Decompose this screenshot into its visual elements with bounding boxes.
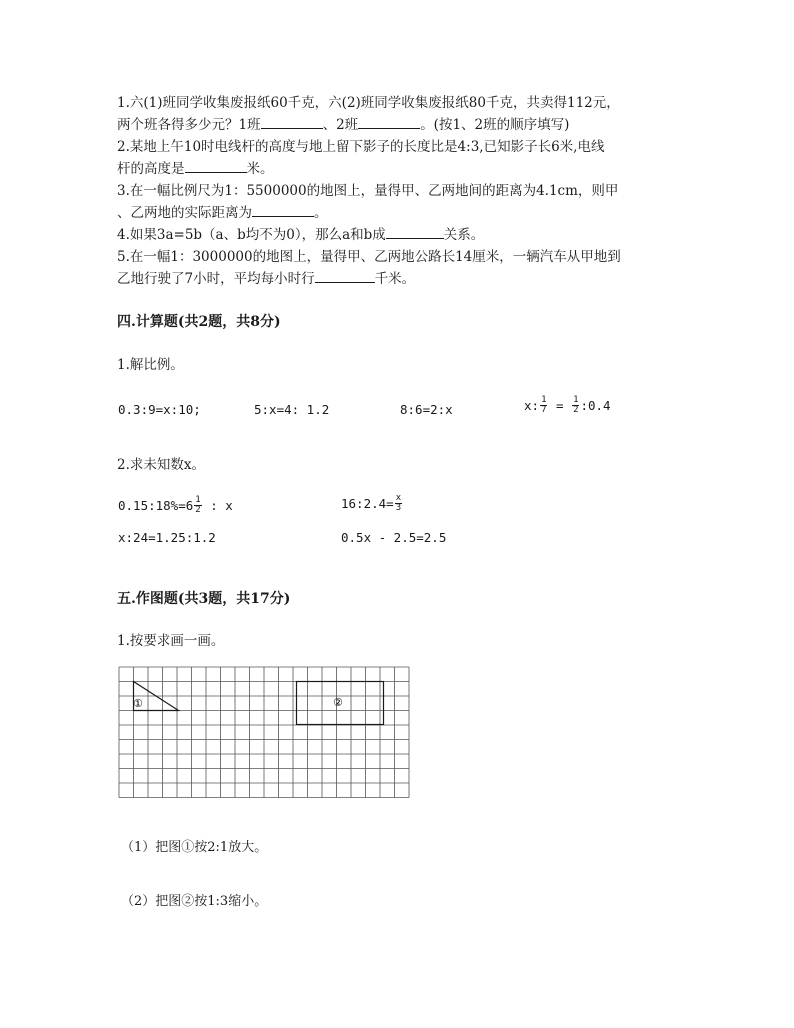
section4-p2-title: 2.求未知数x。 [117, 457, 205, 473]
section5-sub2: （2）把图②按1:3缩小。 [121, 894, 268, 909]
drawing-grid[interactable] [118, 664, 414, 800]
q2-blank-height[interactable] [185, 158, 247, 173]
p2-equation-4: 0.5x - 2.5=2.5 [341, 530, 447, 545]
fraction-numerator: 1 [573, 395, 579, 405]
grid-lines [119, 667, 409, 798]
p2-equation-2 [341, 494, 403, 513]
p1-equation-1: 0.3:9=x:10; [118, 402, 201, 417]
section4-heading: 四.计算题(共2题，共8分) [117, 314, 281, 330]
p2-eq1-part-b: : x [202, 498, 233, 513]
q4-line1 [117, 224, 484, 246]
p2-equation-3: x:24=1.25:1.2 [118, 530, 216, 545]
eq4-part-a: x: [524, 398, 540, 413]
q3-text-b: 。 [314, 205, 328, 221]
p2-eq1-part-a: 0.15:18%=6 [118, 498, 194, 513]
q2-line1: 2.某地上午10时电线杆的高度与地上留下影子的长度比是4:3,已知影子长6米,电线 [117, 139, 605, 155]
q5-text-a: 乙地行驶了7小时，平均每小时行 [117, 271, 315, 287]
p2-eq2-part-a: 16:2.4= [341, 496, 394, 511]
q3-text-a: 、乙两地的实际距离为 [117, 205, 252, 221]
eq4-part-b: = [548, 398, 572, 413]
q2-line2 [117, 158, 274, 180]
q1-blank-class1[interactable] [261, 114, 323, 129]
eq4-fraction-2 [572, 396, 579, 415]
fraction-denominator: 2 [195, 505, 201, 515]
q1-text-a: 两个班各得多少元？1班 [117, 117, 261, 133]
q2-text-a: 杆的高度是 [117, 161, 185, 177]
fraction-denominator: 3 [395, 503, 402, 513]
fraction-numerator: 1 [195, 495, 201, 505]
p1-equation-4 [524, 396, 611, 415]
q3-blank-distance[interactable] [252, 202, 314, 217]
q4-text-a: 4.如果3a=5b（a、b均不为0），那么a和b成 [117, 227, 386, 243]
p1-equation-2: 5:x=4: 1.2 [254, 402, 330, 417]
q4-blank-relation[interactable] [386, 224, 444, 239]
section5-p1-title: 1.按要求画一画。 [117, 633, 225, 649]
section5-heading: 五.作图题(共3题，共17分) [117, 591, 291, 607]
q5-line1: 5.在一幅1：3000000的地图上，量得甲、乙两地公路长14厘米，一辆汽车从甲地到 [117, 249, 621, 265]
q5-text-b: 千米。 [374, 271, 416, 287]
p2-equation-1 [118, 496, 233, 515]
q1-line1: 1.六(1)班同学收集废报纸60千克，六(2)班同学收集废报纸80千克，共卖得112元， [117, 95, 620, 111]
q1-line2 [117, 114, 569, 136]
q5-line2 [117, 268, 415, 290]
figure-1-label: ① [133, 697, 143, 710]
p1-equation-3: 8:6=2:x [400, 402, 453, 417]
q1-text-b: 、2班 [322, 117, 359, 133]
q1-text-c: 。(按1、2班的顺序填写) [420, 117, 570, 133]
q3-line2 [117, 202, 328, 224]
fraction-numerator: x [395, 493, 402, 503]
p2-eq2-fraction [395, 494, 402, 513]
eq4-fraction-1 [540, 396, 547, 415]
fraction-denominator: 7 [541, 405, 547, 415]
fraction-numerator: 1 [541, 395, 547, 405]
section5-sub1: （1）把图①按2:1放大。 [121, 840, 268, 855]
p2-eq1-fraction [194, 496, 201, 515]
q5-blank-speed[interactable] [315, 268, 375, 283]
eq4-part-c: :0.4 [580, 398, 611, 413]
q4-text-b: 关系。 [443, 227, 485, 243]
figure-2-label: ② [333, 696, 343, 709]
fraction-denominator: 2 [573, 405, 579, 415]
q1-blank-class2[interactable] [358, 114, 420, 129]
q3-line1: 3.在一幅比例尺为1：5500000的地图上，量得甲、乙两地间的距离为4.1cm，则甲 [117, 183, 619, 199]
q2-text-b: 米。 [246, 161, 274, 177]
section4-p1-title: 1.解比例。 [117, 357, 184, 373]
